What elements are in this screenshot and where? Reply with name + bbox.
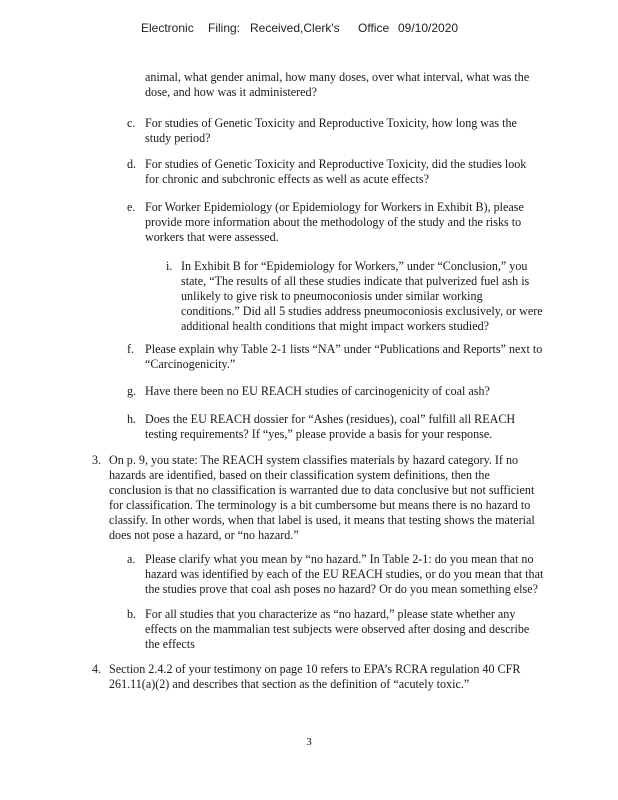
text-line: conclusion is that no classification is warranted due to data conclusive but not sufficient	[109, 483, 535, 497]
text-line: For all studies that you characterize as “no hazard,” please state whether any	[145, 607, 516, 621]
text-line: For Worker Epidemiology (or Epidemiology for Workers in Exhibit B), please	[145, 200, 524, 214]
text-line: the studies prove that coal ash poses no hazard? Or do you mean something else?	[145, 582, 538, 596]
text-line: For studies of Genetic Toxicity and Reproductive Toxicity, how long was the	[145, 116, 517, 130]
item-marker: d.	[127, 157, 137, 171]
text-line: does not pose a hazard, or “no hazard.”	[109, 528, 299, 542]
text-line: For studies of Genetic Toxicity and Reproductive Toxicity, did the studies look	[145, 157, 527, 171]
text-line: Please explain why Table 2-1 lists “NA” under “Publications and Reports” next to	[145, 342, 543, 356]
text-line: testing requirements? If “yes,” please provide a basis for your response.	[145, 427, 493, 441]
text-line: Have there been no EU REACH studies of carcinogenicity of coal ash?	[145, 384, 490, 398]
item-marker: i.	[166, 259, 173, 273]
page-number: 3	[306, 736, 312, 748]
header-electronic: Electronic	[141, 21, 194, 35]
item-marker: g.	[127, 384, 137, 398]
text-line: workers that were assessed.	[145, 230, 279, 244]
text-line: conditions.” Did all 5 studies address pneumoconiosis exclusively, or were	[181, 304, 543, 318]
text-line: classify. In other words, when that label is used, it means that testing shows the material	[109, 513, 535, 527]
item-marker: f.	[127, 342, 135, 356]
text-line: effects on the mammalian test subjects were observed after dosing and describe	[145, 622, 530, 636]
text-line: study period?	[145, 131, 211, 145]
item-marker: b.	[127, 607, 137, 621]
text-line: unlikely to give risk to pneumoconiosis under similar working	[181, 289, 483, 303]
text-line: the effects	[145, 637, 195, 651]
item-marker: h.	[127, 412, 137, 426]
text-line: state, “The results of all these studies indicate that pulverized fuel ash is	[181, 274, 530, 288]
text-line: additional health conditions that might impact workers studied?	[181, 319, 489, 333]
text-line: dose, and how was it administered?	[145, 85, 317, 99]
header-filing: Filing:	[208, 21, 241, 35]
item-marker: 4.	[92, 662, 102, 676]
text-line: In Exhibit B for “Epidemiology for Workers,” under “Conclusion,” you	[181, 259, 528, 273]
text-line: 261.11(a)(2) and describes that section as the definition of “acutely toxic.”	[109, 677, 470, 691]
text-line: provide more information about the methodology of the study and the risks to	[145, 215, 522, 229]
item-marker: a.	[127, 552, 136, 566]
text-line: Section 2.4.2 of your testimony on page 10 refers to EPA’s RCRA regulation 40 CFR	[109, 662, 521, 676]
item-marker: e.	[127, 200, 136, 214]
header-office: Office	[358, 21, 390, 35]
item-marker: 3.	[92, 453, 102, 467]
header-date: 09/10/2020	[398, 21, 459, 35]
text-line: hazards are identified, based on their classification system definitions, then the	[109, 468, 490, 482]
text-line: for chronic and subchronic effects as well as acute effects?	[145, 172, 429, 186]
text-line: for classification. The terminology is a bit cumbersome but means there is no hazard to	[109, 498, 531, 512]
item-marker: c.	[127, 116, 136, 130]
header-received: Received,Clerk's	[250, 21, 340, 35]
text-line: Please clarify what you mean by “no hazard.” In Table 2-1: do you mean that no	[145, 552, 534, 566]
text-line: On p. 9, you state: The REACH system classifies materials by hazard category. If no	[109, 453, 519, 467]
text-line: Does the EU REACH dossier for “Ashes (residues), coal” fulfill all REACH	[145, 412, 516, 426]
text-line: animal, what gender animal, how many doses, over what interval, what was the	[145, 70, 530, 84]
text-line: hazard was identified by each of the EU REACH studies, or do you mean that that	[145, 567, 544, 581]
text-line: “Carcinogenicity.”	[145, 357, 236, 371]
